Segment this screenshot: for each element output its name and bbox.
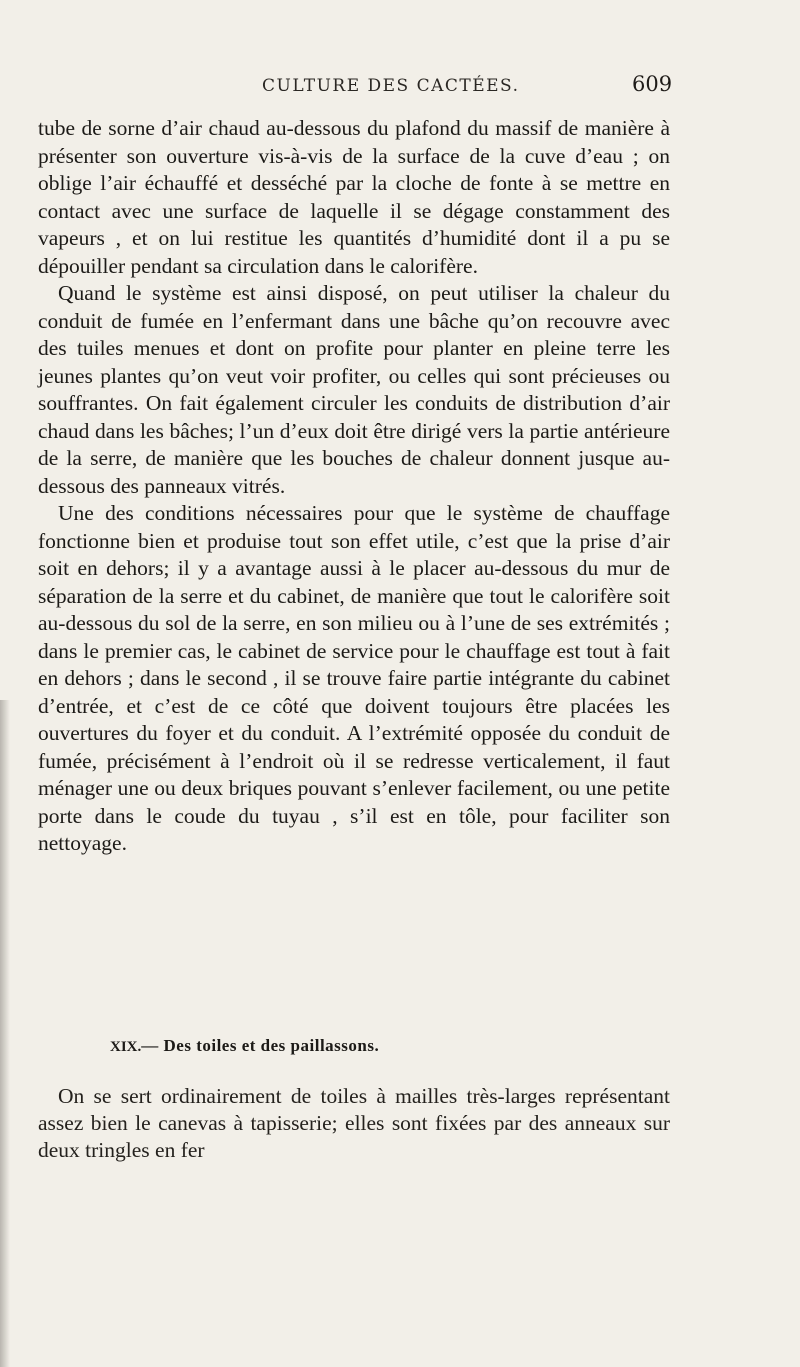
- page-gutter-shadow: [0, 700, 10, 1367]
- section-dash: —: [141, 1036, 159, 1055]
- section-text: [38, 1083, 670, 1164]
- running-header-title: CULTURE DES CACTÉES.: [262, 76, 520, 96]
- body-text: [38, 115, 670, 858]
- paragraph-conditions-chauffage: Une des conditions nécessaires pour que le système de chauffage fonctionne bien et produise tout son effet utile, c’est que la prise d’air soit en dehors; il y a avantage aussi à le placer au-dessous du mur de séparation de la serre et du cabinet, de manière que tout le calorifère soit au-dessous du sol de la serre, en son milieu ou à l’une de ses extrémités ; dans le premier cas, le cabinet de service pour le chauffage est tout à fait en dehors ; dans le second , il se trouve faire partie intégrante du cabinet d’entrée, et c’est de ce côté que doivent toujours être placées les ouvertures du foyer et du conduit. A l’extrémité opposée du conduit de fumée, précisément à l’endroit où il se redresse verticalement, il faut ménager une ou deux briques pouvant s’enlever facilement, ou une petite porte dans le coude du tuyau , s’il est en tôle, pour faciliter son nettoyage.: [38, 501, 670, 855]
- section-title: Des toiles et des paillassons.: [163, 1036, 380, 1055]
- paragraph-conduit-de-fumee: Quand le système est ainsi disposé, on peut utiliser la chaleur du conduit de fumée en l’enfermant dans une bâche qu’on recouvre avec des tuiles menues et dont on profite pour planter en pleine terre les jeunes plantes qu’on veut voir profiter, ou celles qui sont précieuses ou souffrantes. On fait également circuler les conduits de distribution d’air chaud dans les bâches; l’un d’eux doit être dirigé vers la partie antérieure de la serre, de manière que les bouches de chaleur donnent jusque au-dessous des panneaux vitrés.: [38, 281, 670, 498]
- paragraph-continuation: tube de sorne d’air chaud au-dessous du plafond du massif de manière à présenter son ouverture vis-à-vis de la surface de la cuve d’eau ; on oblige l’air échauffé et desséché par la cloche de fonte à se mettre en contact avec une surface de laquelle il se dégage constamment des vapeurs , et on lui restitue les quantités d’humidité dont il a pu se dépouiller pendant sa circulation dans le calorifère.: [38, 116, 670, 278]
- section-heading: [110, 1036, 670, 1056]
- page-number: 609: [632, 72, 673, 96]
- paragraph-toiles: On se sert ordinairement de toiles à mailles très-larges représentant assez bien le canevas à tapisserie; elles sont fixées par des anneaux sur deux tringles en fer: [38, 1084, 670, 1162]
- running-header: [0, 72, 800, 106]
- section-numeral: XIX.: [110, 1039, 142, 1055]
